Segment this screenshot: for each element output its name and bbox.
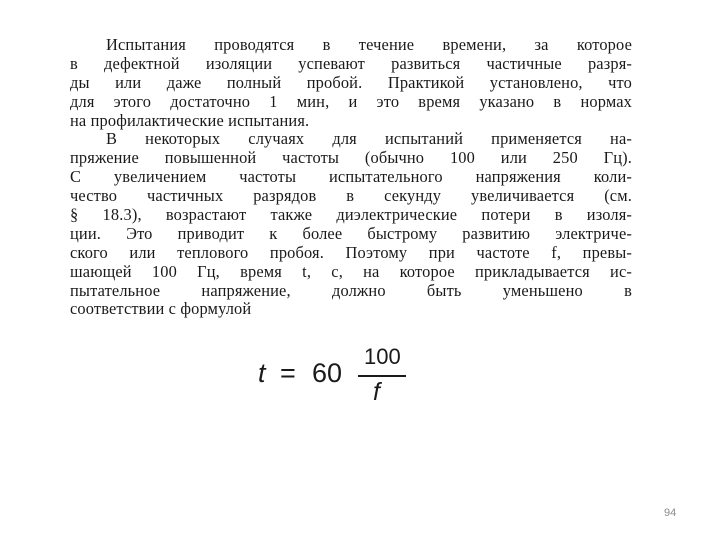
text-line: В некоторых случаях для испытаний применяется на- [106, 129, 632, 149]
text-line: пытательное напряжение, должно быть уменьшено в [70, 280, 632, 300]
formula-numerator: 100 [364, 344, 401, 369]
text-line: Испытания проводятся в течение времени, за которое [106, 35, 632, 54]
text-line: С увеличением частоты испытательного напряжения коли- [70, 167, 632, 187]
text-line: в дефектной изоляции успевают развиться частичные разря- [70, 53, 632, 73]
text-line: соответствии с формулой [70, 299, 252, 319]
text-line: § 18.3), возрастают также диэлектрические потери в изоля- [70, 205, 632, 225]
text-line: ского или теплового пробоя. Поэтому при частоте f, превы- [70, 242, 632, 262]
text-line: ды или даже полный пробой. Практикой установлено, что [70, 72, 632, 92]
text-line: для этого достаточно 1 мин, и это время указано в нормах [70, 91, 632, 111]
formula-equals: = [280, 358, 296, 388]
text-line: ции. Это приводит к более быстрому развитию электриче- [70, 223, 632, 243]
fraction-bar [358, 375, 406, 377]
text-line: на профилактические испытания. [70, 110, 310, 130]
formula-denominator: f [373, 378, 380, 406]
formula-lhs: t [258, 358, 266, 388]
scanned-text-block [70, 36, 632, 319]
page-number: 94 [664, 507, 677, 519]
text-line: пряжение повышенной частоты (обычно 100 или 250 Гц). [70, 148, 632, 168]
text-line: чество частичных разрядов в секунду увеличивается (см. [70, 186, 632, 206]
text-line: шающей 100 Гц, время t, с, на которое прикладывается ис- [70, 261, 632, 281]
formula-coefficient: 60 [312, 358, 343, 388]
